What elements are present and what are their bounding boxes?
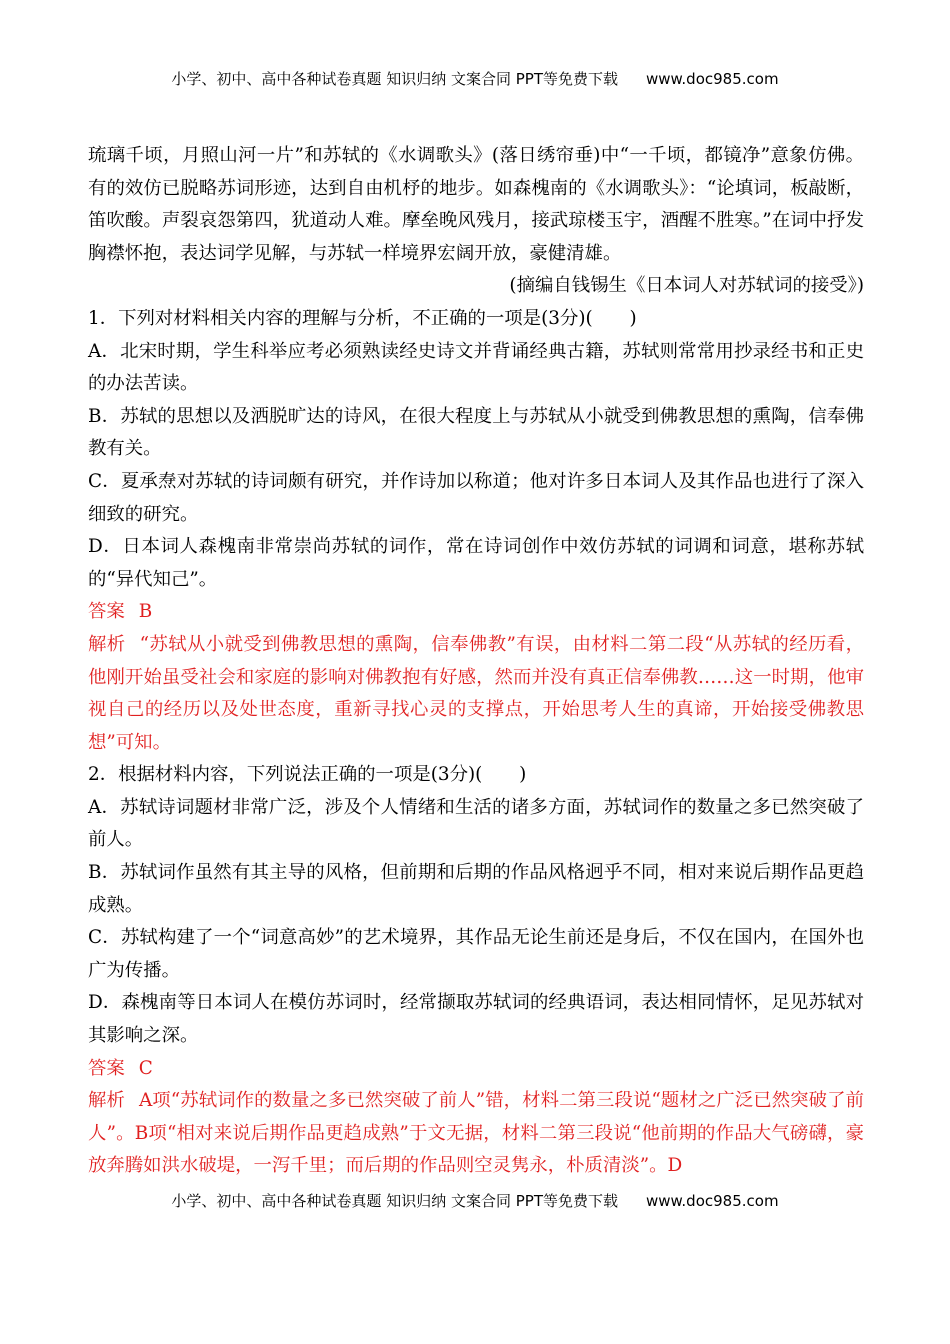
answer-label: 答案 <box>88 601 125 623</box>
analysis-label: 解析 <box>88 633 126 655</box>
footer-text: 小学、初中、高中各种试卷真题 知识归纳 文案合同 PPT等免费下载 <box>171 1192 618 1210</box>
question-1-option-c: C．夏承焘对苏轼的诗词颇有研究，并作诗加以称道；他对许多日本词人及其作品也进行了深入细致的研究。 <box>88 470 864 525</box>
footer-url[interactable]: www.doc985.com <box>645 1192 779 1210</box>
answer-value: C <box>138 1057 153 1079</box>
passage-source: (摘编自钱锡生《日本词人对苏轼词的接受》) <box>509 275 864 297</box>
answer-label: 答案 <box>88 1057 125 1079</box>
page-footer <box>0 1190 950 1211</box>
question-2-option-b: B．苏轼词作虽然有其主导的风格，但前期和后期的作品风格迥乎不同，相对来说后期作品更趋成熟。 <box>88 862 864 916</box>
question-2-analysis <box>88 1085 864 1183</box>
question-2-stem: 2．根据材料内容，下列说法正确的一项是(3分)( ) <box>88 764 527 786</box>
analysis-label: 解析 <box>88 1090 125 1112</box>
analysis-text: A项“苏轼词作的数量之多已然突破了前人”错，材料二第三段说“题材之广泛已然突破了前人”。B项“相对来说后期作品更趋成熟”于文无据，材料二第三段说“他前期的作品大气磅礴，豪放奔腾如洪水破堤，一泻千里；而后期的作品则空灵隽永，朴质清淡”。D <box>88 1090 864 1177</box>
question-2-answer <box>88 1053 864 1086</box>
question-2-option-c: C．苏轼构建了一个“词意高妙”的艺术境界，其作品无论生前还是身后，不仅在国内，在国外也广为传播。 <box>88 927 864 981</box>
page-header <box>0 68 950 89</box>
question-2-option-d: D．森槐南等日本词人在模仿苏词时，经常撷取苏轼词的经典语词，表达相同情怀，足见苏轼对其影响之深。 <box>88 992 864 1047</box>
answer-value: B <box>138 601 153 623</box>
question-1-option-a: A．北宋时期，学生科举应考必须熟读经史诗文并背诵经典古籍，苏轼则常常用抄录经书和正史的办法苦读。 <box>88 340 864 395</box>
document-body <box>88 140 864 1183</box>
question-1-option-d: D．日本词人森槐南非常崇尚苏轼的词作，常在诗词创作中效仿苏轼的词调和词意，堪称苏轼的“异代知己”。 <box>88 536 864 590</box>
header-url[interactable]: www.doc985.com <box>645 70 779 88</box>
question-1-analysis <box>88 629 864 759</box>
header-text: 小学、初中、高中各种试卷真题 知识归纳 文案合同 PPT等免费下载 <box>171 70 618 88</box>
question-1-option-b: B．苏轼的思想以及洒脱旷达的诗风，在很大程度上与苏轼从小就受到佛教思想的熏陶，信奉佛教有关。 <box>88 405 864 460</box>
passage-text: 琉璃千顷，月照山河一片”和苏轼的《水调歌头》(落日绣帘垂)中“一千顷，都镜净”意象仿佛。有的效仿已脱略苏词形迹，达到自由机杼的地步。如森槐南的《水调歌头》：“论填词，板敲断，笛吹酸。声裂哀怨第四，犹道动人难。摩垒晚风残月，接武琼楼玉宇，酒醒不胜寒。”在词中抒发胸襟怀抱，表达词学见解，与苏轼一样境界宏阔开放，豪健清雄。 <box>88 145 864 264</box>
analysis-text: “苏轼从小就受到佛教思想的熏陶，信奉佛教”有误，由材料二第二段“从苏轼的经历看，他刚开始虽受社会和家庭的影响对佛教抱有好感，然而并没有真正信奉佛教……这一时期，他审视自己的经历以及处世态度，重新寻找心灵的支撑点，开始思考人生的真谛，开始接受佛教思想”可知。 <box>88 633 864 753</box>
question-1-answer <box>88 596 864 629</box>
question-1-stem: 1．下列对材料相关内容的理解与分析，不正确的一项是(3分)( ) <box>88 307 637 329</box>
question-2-option-a: A．苏轼诗词题材非常广泛，涉及个人情绪和生活的诸多方面，苏轼词作的数量之多已然突破了前人。 <box>88 796 864 851</box>
